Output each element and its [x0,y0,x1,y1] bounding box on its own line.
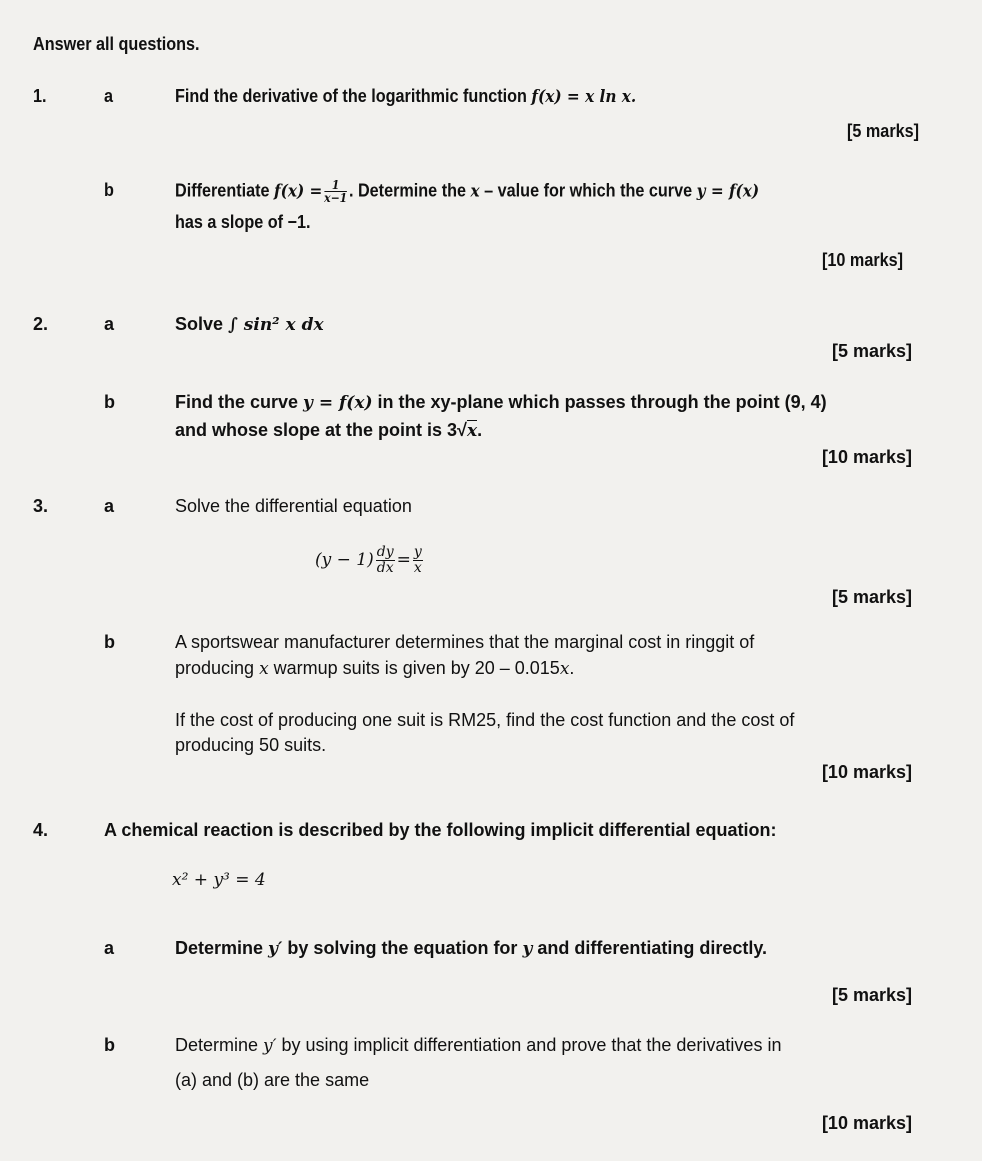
text: in the xy-plane which passes through the point (9, 4) [372,392,827,412]
marks: [10 marks] [821,762,912,782]
text: Differentiate [175,180,275,201]
part-letter: b [104,1035,115,1055]
marks: [10 marks] [821,1113,912,1133]
denominator: dx [376,560,394,576]
numerator: 1 [324,179,347,192]
q2b-line2: and whose slope at the point is 3√x. [175,420,483,441]
marks: [10 marks] [821,250,903,270]
q1b-text [175,179,759,204]
q4b-line2: (a) and (b) are the same [175,1070,370,1090]
q2a-text [175,313,324,336]
text: by solving the equation for [282,938,523,958]
fraction [324,179,347,204]
sqrt-arg: x [466,421,478,441]
q1a-math: f(x) = x ln x. [531,87,637,107]
text: Find the curve [175,392,304,412]
q4-equation: x² + y³ = 4 [172,870,266,890]
math: y = f(x) [303,393,373,413]
q4a-text [175,937,767,960]
q2b-text [175,391,827,414]
instructions: Answer all questions. [33,34,200,54]
part-letter: b [104,392,115,412]
q1a-text [175,85,636,108]
question-number: 2. [33,314,49,334]
marks: [10 marks] [821,447,912,467]
q3b-line3: If the cost of producing one suit is RM25, find the cost function and the cost of [175,710,795,730]
denominator: x [413,560,422,576]
part-letter: a [104,496,115,516]
math: f(x) = [274,181,323,202]
q4-text: A chemical reaction is described by the following implicit differential equation: [104,820,777,840]
q3a-text: Solve the differential equation [175,496,412,516]
q1b-line2: has a slope of −1. [175,212,311,232]
marks: [5 marks] [831,341,912,361]
part-letter: a [104,938,115,958]
part-letter: a [104,86,114,106]
math: x [259,659,269,679]
text: and differentiating directly. [532,938,768,958]
text: . [569,658,575,678]
text: . Determine the [348,180,471,201]
equals: = [396,550,411,570]
numerator: dy [376,544,394,560]
fraction [376,545,395,576]
text: producing [175,658,260,678]
text: Solve [175,314,229,334]
part-letter: b [104,632,115,652]
marks: [5 marks] [846,121,919,141]
math: ∫ sin² x dx [228,315,324,335]
text: Determine [175,1035,264,1055]
q1a-prompt: Find the derivative of the logarithmic function [175,86,532,106]
math: y′ [268,939,283,959]
text: – value for which the curve [479,180,697,201]
q3b-line1: A sportswear manufacturer determines that the marginal cost in ringgit of [175,632,755,652]
text: . [477,420,483,440]
math: y = f(x) [696,181,760,202]
q3b-line2 [175,657,574,680]
marks: [5 marks] [831,985,912,1005]
fraction [413,545,423,576]
part-letter: a [104,314,115,334]
text: warmup suits is given by 20 – 0.015 [268,658,560,678]
math: x [470,181,480,202]
text: by using implicit differentiation and prove that the derivatives in [276,1035,782,1055]
math: y [522,939,533,959]
q3a-equation [315,545,425,576]
numerator: y [413,544,422,560]
math: x [559,659,570,679]
q4b-text [175,1034,781,1057]
question-number: 3. [33,496,49,516]
q3b-line4: producing 50 suits. [175,735,327,755]
marks: [5 marks] [831,587,912,607]
question-number: 1. [33,86,47,106]
part-letter: b [104,180,114,200]
text: Determine [175,938,269,958]
math: y′ [263,1036,277,1056]
math: (y − 1) [315,550,374,570]
text: and whose slope at the point is 3 [175,420,458,440]
question-number: 4. [33,820,49,840]
denominator: x−1 [324,191,348,205]
